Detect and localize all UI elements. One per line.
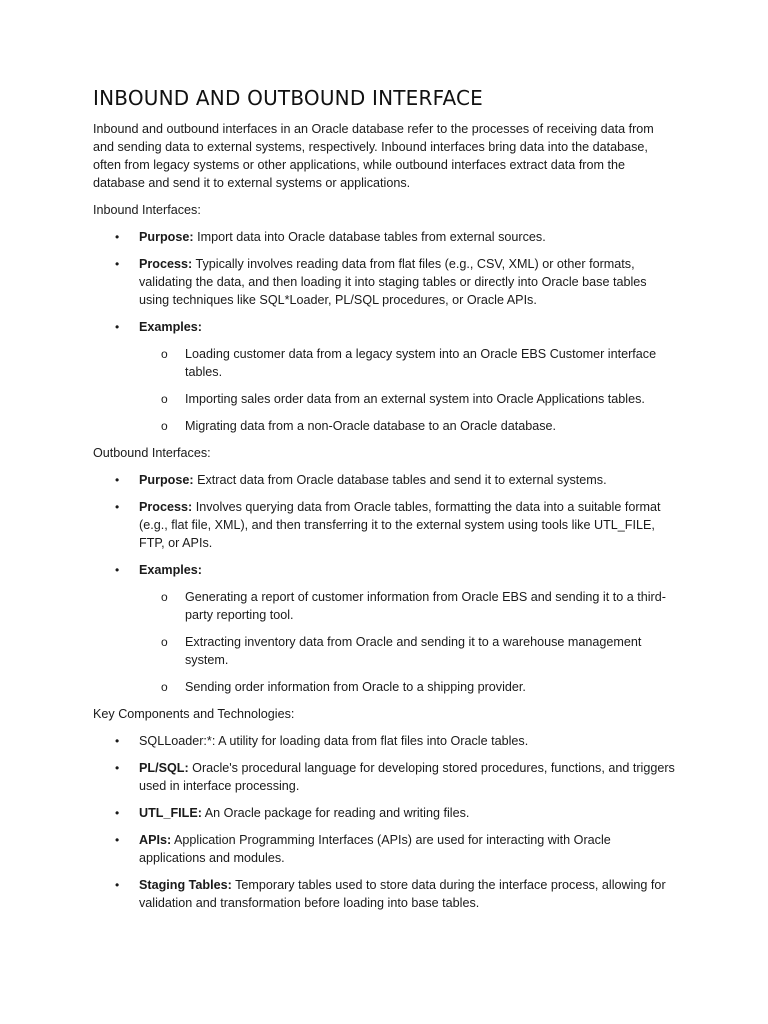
bullet-icon: • [115,320,120,334]
example-text: Sending order information from Oracle to a shipping provider. [185,680,526,694]
list-item [93,732,678,750]
sub-bullet-icon: o [161,392,168,406]
list-item [93,831,678,867]
outbound-examples-label: Examples: [139,563,202,577]
bullet-icon: • [115,761,120,775]
inbound-purpose-label: Purpose: [139,230,194,244]
component-text: Application Programming Interfaces (APIs) are used for interacting with Oracle applications and modules. [139,833,611,865]
example-text: Loading customer data from a legacy system into an Oracle EBS Customer interface tables. [185,347,657,379]
list-item [93,318,678,435]
list-item [93,255,678,309]
list-item [93,876,678,912]
outbound-process-text: Involves querying data from Oracle tables, formatting the data into a suitable format (e.g., flat file, XML), and then transferring it to the external system using tools like UTL_FILE, FTP, or APIs. [139,500,661,550]
list-item [139,588,678,624]
sub-bullet-icon: o [161,347,168,361]
list-item [93,228,678,246]
outbound-examples-list [139,588,678,696]
inbound-process-label: Process: [139,257,193,271]
list-item [93,804,678,822]
bullet-icon: • [115,257,120,271]
inbound-examples-list [139,345,678,435]
list-item [139,678,678,696]
bullet-icon: • [115,473,120,487]
list-item [139,390,678,408]
component-text: An Oracle package for reading and writing files. [201,806,470,820]
components-heading: Key Components and Technologies: [93,707,295,721]
list-item [139,417,678,435]
component-label: APIs: [139,833,172,847]
page-title: INBOUND AND OUTBOUND INTERFACE [93,86,484,110]
outbound-purpose-text: Extract data from Oracle database tables and send it to external systems. [193,473,607,487]
inbound-heading: Inbound Interfaces: [93,203,201,217]
outbound-process-label: Process: [139,500,193,514]
component-label: PL/SQL: [139,761,189,775]
sub-bullet-icon: o [161,419,168,433]
inbound-examples-label: Examples: [139,320,202,334]
sub-bullet-icon: o [161,680,168,694]
list-item [93,759,678,795]
component-text: Temporary tables used to store data during the interface process, allowing for validation and transformation before loading into base tables. [139,878,666,910]
bullet-icon: • [115,833,120,847]
outbound-list [93,471,678,696]
example-text: Migrating data from a non-Oracle database to an Oracle database. [185,419,557,433]
bullet-icon: • [115,230,120,244]
component-text: SQLLoader:*: A utility for loading data from flat files into Oracle tables. [139,734,529,748]
bullet-icon: • [115,734,120,748]
bullet-icon: • [115,878,120,892]
component-label: Staging Tables: [139,878,232,892]
document-page [93,86,678,921]
components-list [93,732,678,912]
list-item [93,471,678,489]
bullet-icon: • [115,500,120,514]
sub-bullet-icon: o [161,635,168,649]
bullet-icon: • [115,806,120,820]
inbound-list [93,228,678,435]
sub-bullet-icon: o [161,590,168,604]
example-text: Generating a report of customer information from Oracle EBS and sending it to a third-party reporting tool. [185,590,666,622]
list-item [139,633,678,669]
component-text: Oracle's procedural language for developing stored procedures, functions, and triggers used in interface processing. [139,761,675,793]
list-item [139,345,678,381]
example-text: Extracting inventory data from Oracle and sending it to a warehouse management system. [185,635,642,667]
example-text: Importing sales order data from an external system into Oracle Applications tables. [185,392,645,406]
component-label: UTL_FILE: [139,806,202,820]
outbound-heading: Outbound Interfaces: [93,446,211,460]
list-item [93,498,678,552]
bullet-icon: • [115,563,120,577]
inbound-process-text: Typically involves reading data from flat files (e.g., CSV, XML) or other formats, validating the data, and then loading it into staging tables or directly into Oracle base tables using techniques like SQL*Loader, PL/SQL procedures, or Oracle APIs. [139,257,647,307]
intro-paragraph: Inbound and outbound interfaces in an Oracle database refer to the processes of receiving data from and sending data to external systems, respectively. Inbound interfaces bring data into the database, often from legacy systems or other applications, while outbound interfaces extract data from the database and send it to external systems or applications. [93,122,654,190]
list-item [93,561,678,696]
inbound-purpose-text: Import data into Oracle database tables from external sources. [193,230,546,244]
outbound-purpose-label: Purpose: [139,473,194,487]
